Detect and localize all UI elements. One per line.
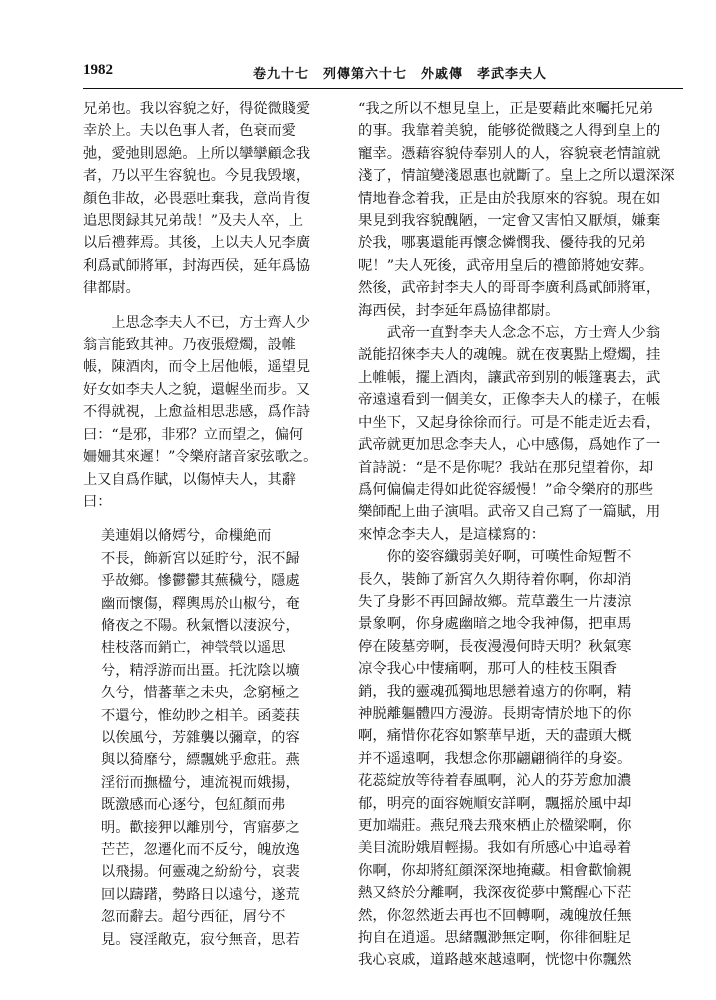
page-header — [83, 60, 683, 88]
classical-text-column — [83, 98, 348, 951]
classical-fu-poem: 美連娟以脩嫮兮，命樔絶而 不長，飾新宮以延貯兮，泯不歸 乎故鄉。慘鬱鬱其蕪穢兮，隱處 幽而懷傷，釋輿馬於山椒兮，奄 脩夜之不陽。秋氣憯以淒淚兮， 桂枝落而銷亡，神煢煢以遥思 兮，精浮游而出畺。托沈陰以壙 久兮，惜蕃華之未央，念窮極之 不還兮，惟幼眇之相羊。函菱荴 以俟風兮，芳雜襲以彌章，的容 與以猗靡兮，縹飄姚乎愈莊。燕 淫衍而撫楹兮，連流視而娥揚， 既激感而心逐兮，包紅顏而弗 明。歡接狎以離別兮，宵寤夢之 芒芒，忽遷化而不反兮，魄放逸 以飛揚。何靈魂之紛紛兮，哀裴 回以躊躇，勢路日以遠兮，遂荒 忽而辭去。超兮西征，屑兮不 見。寖淫敞克，寂兮無音，思若 — [101, 528, 300, 948]
translation-fu-poem: 你的姿容纖弱美好啊，可嘆性命短暫不 長久，裝飾了新宮久久期待着你啊，你却消 失了身影不再回歸故鄉。荒草叢生一片淒涼 景象啊，你身處幽暗之地令我神傷，把車馬 停在陵墓旁啊，長夜漫漫何時天明？秋氣寒 凉令我心中悽痛啊，那可人的桂枝玉隕香 銷，我的靈魂孤獨地思戀着遠方的你啊，精 神脱離軀體四方漫游。長期寄情於地下的你 啊，痛惜你花容如繁華早逝，天的盡頭大概 并不遥遠啊，我想念你那翩翩徜徉的身姿。 花蕊綻放等待着春風啊，沁人的芬芳愈加濃 郁，明亮的面容婉順安詳啊，飄摇於風中却 更加端莊。燕兒飛去飛來栖止於楹梁啊，你 美目流盼娥眉輕揚。我如有所感心中追尋着 你啊，你却將紅顔深深地掩藏。相會歡愉親 熱又終於分離啊，我深夜從夢中驚醒心下茫 然，你忽然逝去再也不回轉啊，魂魄放任無 拘自在逍遥。思緒飄渺無定啊，你徘徊駐足 我心哀戚，道路越來越遠啊，恍惚中你飄然 — [358, 549, 632, 969]
translation-paragraph-2: 武帝一直對李夫人念念不忘，方士齊人少翁 説能招徠李夫人的魂魄。就在夜裏點上燈燭，挂 上帷帳，擺上酒肉，讓武帝到别的帳篷裏去，武 帝遠遠看到一個美女，正像李夫人的樣子，在帳 中坐下，又起身徐徐而行。可是不能走近去看， 武帝就更加思念李夫人，心中感傷，爲她作了一 首詩説：“是不是你呢？我站在那兒望着你，却 爲何偏偏走得如此從容緩慢！”命令樂府的那些 樂師配上曲子演唱。武帝又自己寫了一篇賦，用 來悼念李夫人，是這樣寫的： — [358, 325, 661, 543]
classical-paragraph-1: 兄弟也。我以容貌之好，得從微賤愛 幸於上。夫以色事人者，色衰而愛 弛，愛弛則恩絶。上所以攣攣顧念我 者，乃以平生容貌也。今見我毁壞， 顏色非故，必畏惡吐棄我，意尚肯復 追思閔録其兄弟哉！”及夫人卒，上 以后禮葬焉。其後，上以夫人兄李廣 利爲貳師將軍，封海西侯，延年爲協 律都尉。 — [83, 101, 311, 297]
running-head: 卷九十七 列傳第六十七 外戚傳 孝武李夫人 — [253, 67, 548, 82]
translation-paragraph-1: “我之所以不想見皇上，正是要藉此來囑托兄弟 的事。我靠着美貌，能够從微賤之人得到皇上的 寵幸。憑藉容貌侍奉别人的人，容貌衰老情誼就 淺了，情誼變淺恩惠也就斷了。皇上之所以還深深 情地眷念着我，正是由於我原來的容貌。現在如 果見到我容貌醜陋，一定會又害怕又厭煩，嫌棄 於我，哪裏還能再懷念憐憫我、優待我的兄弟 呢！”夫人死後，武帝用皇后的禮節將她安葬。 然後，武帝封李夫人的哥哥李廣利爲貳師將軍， 海西侯，封李延年爲協律都尉。 — [358, 101, 675, 319]
page-number: 1982 — [83, 62, 113, 78]
header-rule — [83, 88, 683, 89]
classical-paragraph-2: 上思念李夫人不已，方士齊人少 翁言能致其神。乃夜張燈燭，設帷 帳，陳酒肉，而令上居他帳，遥望見 好女如李夫人之貌，還幄坐而步。又 不得就視，上愈益相思悲感，爲作詩 曰：“是邪，非邪？立而望之，偏何 姍姍其來遲！”令樂府諸音家弦歌之。 上又自爲作賦，以傷悼夫人，其辭 曰： — [83, 314, 318, 510]
translation-column — [358, 98, 686, 972]
